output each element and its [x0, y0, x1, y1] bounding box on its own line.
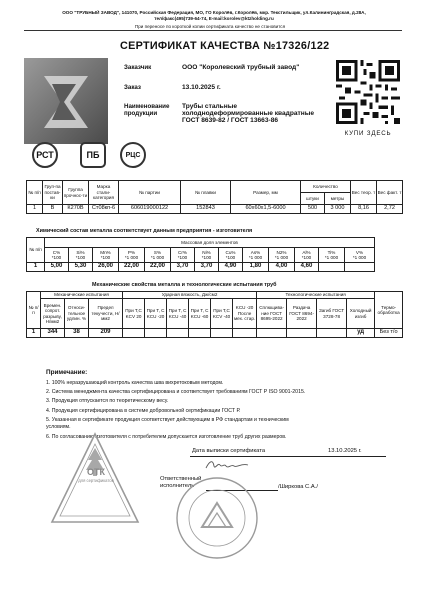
- col-pieces: штуки: [301, 193, 325, 205]
- issue-date-value: 13.10.2025 г.: [328, 448, 362, 454]
- chem-col-element: [145, 248, 171, 263]
- cell-steel: Ст08кп-6: [89, 205, 119, 214]
- chem-element-multiplier: *1 000: [352, 255, 367, 260]
- cell-pieces: 500: [301, 205, 325, 214]
- chem-element-multiplier: *1 000: [324, 255, 339, 260]
- chem-cell-value: 26,00: [93, 263, 119, 272]
- copy-disclaimer-line: При переносе по короткой копии сертификата качество не становится: [134, 24, 286, 29]
- chem-col-element: [69, 248, 93, 263]
- chem-cell-n: 1: [27, 263, 45, 272]
- cell-n: 1: [27, 205, 43, 214]
- impact-group-header: Ударная вязкость, Дж/см2: [123, 292, 257, 299]
- note-item: 5. Указанная в сертификате продукция соответствует действующим в РФ стандартам и техническим: [46, 417, 289, 423]
- chem-cell-value: 3,70: [171, 263, 195, 272]
- cell-size: 60х60х1,5-6000: [231, 205, 301, 214]
- issue-date-label: Дата выписки сертификата: [192, 448, 266, 454]
- product-value-line1: Трубы стальные: [182, 103, 238, 110]
- chem-cell-value: [319, 263, 345, 272]
- chem-mass-header: Массовая доля элементов: [45, 238, 375, 248]
- mech-col-kcv40: При Т,С KCV -40: [211, 299, 233, 329]
- chem-element-symbol: S%: [153, 249, 162, 255]
- cell-actual-weight: 2,72: [377, 205, 403, 214]
- chem-element-symbol: Al%: [302, 249, 311, 255]
- chem-element-symbol: Ni%: [202, 249, 211, 255]
- chem-element-symbol: Si%: [76, 249, 85, 255]
- chem-cell-value: 5,30: [69, 263, 93, 272]
- col-batch: № партии: [119, 181, 181, 205]
- header-divider: [24, 30, 402, 31]
- mech-cell-yield: 209: [89, 329, 123, 338]
- mech-table: [26, 291, 403, 338]
- mech-cell-elongation: 38: [65, 329, 89, 338]
- order-date-value: 13.10.2025 г.: [182, 84, 221, 91]
- mech-cell-kcu40: [167, 329, 189, 338]
- chem-element-multiplier: *100: [225, 255, 236, 260]
- chem-element-symbol: V%: [355, 249, 364, 255]
- product-value-line3: ГОСТ 8639-82 / ГОСТ 13663-86: [182, 117, 279, 124]
- chem-element-multiplier: *100: [100, 255, 111, 260]
- mech-cell-cold: уд: [347, 329, 375, 338]
- mech-cell-bend: [317, 329, 347, 338]
- qr-caption: КУПИ ЗДЕСЬ: [344, 130, 392, 137]
- chem-cell-value: 4,00: [269, 263, 295, 272]
- mech-col-heat-treat: Термо-обработка: [375, 292, 403, 329]
- company-logo-icon: [24, 58, 108, 144]
- note-item: 2. Система менеджмента качества сертифицирована и соответствует требованиям ГОСТ Р ISO 9001-2015.: [46, 389, 306, 395]
- mech-cell-expansion: [287, 329, 317, 338]
- col-meters: метры: [325, 193, 351, 205]
- mech-section-title: Механические свойства металла и технологические испытания труб: [92, 282, 277, 288]
- col-group: Груп-па постав-ки: [43, 181, 63, 205]
- rst-certification-icon: РСТ: [32, 142, 58, 168]
- col-product-group: Группа прочнос-ти: [63, 181, 89, 205]
- table-row: [27, 205, 403, 214]
- qr-code-icon[interactable]: [336, 58, 400, 126]
- chem-col-element: [45, 248, 69, 263]
- chem-col-element: [243, 248, 269, 263]
- customer-value: ООО "Королевский трубный завод": [182, 64, 300, 71]
- chem-cell-value: [345, 263, 375, 272]
- mech-cell-kcv40: [211, 329, 233, 338]
- chem-col-element: [93, 248, 119, 263]
- col-theor-weight: Вес теор. т: [351, 181, 377, 205]
- customer-label: Заказчик: [124, 64, 152, 71]
- col-steel: Марка стали-категория: [89, 181, 119, 205]
- mech-col-expansion: Раздача ГОСТ 8694-2022: [287, 299, 317, 329]
- product-table: [26, 180, 403, 214]
- chem-element-multiplier: *100: [75, 255, 86, 260]
- mech-col-bend: Загиб ГОСТ 3728-78: [317, 299, 347, 329]
- chem-cell-value: 4,90: [219, 263, 243, 272]
- chem-cell-value: 5,00: [45, 263, 69, 272]
- executor-name: /Ширкова С.А./: [278, 484, 318, 490]
- executor-label-line1: Ответственный: [160, 476, 202, 482]
- mech-cell-kcu20: [145, 329, 167, 338]
- chem-element-symbol: Ti%: [327, 249, 336, 255]
- chem-col-element: [269, 248, 295, 263]
- executor-label-line2: исполнитель: [160, 483, 195, 489]
- chem-col-element: [219, 248, 243, 263]
- chem-element-multiplier: *1 000: [274, 255, 289, 260]
- table-row: [27, 329, 403, 338]
- chem-element-symbol: P%: [127, 249, 136, 255]
- mech-col-kcu-after: KCU -20 После мех. стар.: [233, 299, 257, 329]
- mech-col-cold: Холодный изгиб: [347, 299, 375, 329]
- chem-col-element: [195, 248, 219, 263]
- chem-col-element: [119, 248, 145, 263]
- mech-col-elongation: Относи-тельное удлин. %: [65, 299, 89, 329]
- mech-cell-tensile: 344: [41, 329, 65, 338]
- chem-col-element: [345, 248, 375, 263]
- chem-section-title: Химический состав металла соответствует данным предприятия - изготовителя: [36, 228, 253, 234]
- otk-stamp-subtext: для сертификатов: [78, 478, 114, 483]
- note-item: условиям.: [46, 424, 71, 430]
- chem-cell-value: 22,00: [119, 263, 145, 272]
- mech-col-kcu20: При Т, С KCU -20: [145, 299, 167, 329]
- product-label-line2: продукции: [124, 110, 158, 117]
- chem-table: [26, 237, 375, 272]
- note-item: 1. 100% неразрушающий контроль качества шва вихретоковым методом.: [46, 380, 224, 386]
- mech-cell-kcu60: [189, 329, 211, 338]
- note-item: 4. Продукция сертифицирована в системе добровольной сертификации ГОСТ Р.: [46, 408, 241, 414]
- cell-heat: 152843: [181, 205, 231, 214]
- col-n: № п/п: [27, 181, 43, 205]
- chem-cell-value: 1,80: [243, 263, 269, 272]
- chem-element-multiplier: *100: [177, 255, 188, 260]
- mech-col-n: № п/п: [27, 292, 41, 329]
- mech-col-kcv20: При Т,С KCV 20: [123, 299, 145, 329]
- chem-cell-value: 3,70: [195, 263, 219, 272]
- chem-element-multiplier: *1 000: [124, 255, 139, 260]
- note-item: 6. По согласованию изготовителя с потребителем допускается изготовление труб других размеров.: [46, 434, 287, 440]
- company-round-stamp-icon: [174, 475, 260, 561]
- col-heat: № плавки: [181, 181, 231, 205]
- tech-group-header: Технологические испытания: [257, 292, 375, 299]
- mech-col-kcu40: При Т, С KCU -40: [167, 299, 189, 329]
- chem-element-symbol: Cr%: [178, 249, 187, 255]
- order-label: Заказ: [124, 84, 142, 91]
- mech-cell-heat-treat: Без т/о: [375, 329, 403, 338]
- cell-theor-weight: 8,16: [351, 205, 377, 214]
- cell-meters: 3 000: [325, 205, 351, 214]
- chem-col-n: № п/п: [27, 238, 45, 263]
- chem-element-symbol: Mn%: [100, 249, 111, 255]
- notes-title: Примечание:: [46, 369, 88, 376]
- mech-cell-kcu-after: [233, 329, 257, 338]
- mech-cell-n: 1: [27, 329, 41, 338]
- handwritten-signature-icon: [204, 456, 250, 474]
- company-contacts-line: тел/факс(495)739-64-74, E-mail:korolev@ktzholding.ru: [154, 16, 274, 21]
- otk-stamp-text: ОТК: [87, 467, 105, 477]
- mech-col-kcu60: При Т, С KCU -60: [189, 299, 211, 329]
- chem-element-symbol: As%: [250, 249, 261, 255]
- cell-product-group: К270В: [63, 205, 89, 214]
- chem-element-symbol: Cu%: [225, 249, 236, 255]
- chem-element-multiplier: *1 000: [150, 255, 165, 260]
- mech-group-header: Механические испытания: [41, 292, 123, 299]
- chem-col-element: [171, 248, 195, 263]
- chem-element-symbol: N2%: [276, 249, 287, 255]
- col-size: Размер, мм: [231, 181, 301, 205]
- rcs-certification-icon: РЦС: [120, 142, 146, 168]
- company-address-line: ООО "ТРУБНЫЙ ЗАВОД", 141070, Российская Федерация, МО, ГО Королёв, г.Королёв, мкр. Текстильщик, ул.Калининградская, д.28А,: [62, 10, 366, 15]
- mech-cell-kcv20: [123, 329, 145, 338]
- chem-col-element: [319, 248, 345, 263]
- chem-col-element: [295, 248, 319, 263]
- pb-certification-icon: ПБ: [80, 142, 106, 168]
- chem-element-multiplier: *100: [201, 255, 212, 260]
- chem-element-multiplier: *100: [301, 255, 312, 260]
- col-quantity: Количество: [301, 181, 351, 193]
- chem-element-multiplier: *1 000: [248, 255, 263, 260]
- cell-batch: 606019000122: [119, 205, 181, 214]
- mech-col-tensile: Времен. сопрот. разрыву, Н/мм2: [41, 299, 65, 329]
- chem-element-symbol: C%: [52, 249, 61, 255]
- mech-cell-flattening: [257, 329, 287, 338]
- cell-group: В: [43, 205, 63, 214]
- mech-col-flattening: Сплющива-ние ГОСТ 8695-2022: [257, 299, 287, 329]
- chem-element-header-row: [27, 248, 375, 263]
- col-actual-weight: Вес факт. т: [377, 181, 403, 205]
- note-item: 3. Продукция отпускается по теоретическому весу.: [46, 398, 169, 404]
- mech-col-yield: Предел текучести, Н/мм2: [89, 299, 123, 329]
- chem-element-multiplier: *100: [51, 255, 62, 260]
- product-label-line1: Наименование: [124, 103, 170, 110]
- chem-cell-value: 22,00: [145, 263, 171, 272]
- product-value-line2: холоднодеформированные квадратные: [182, 110, 315, 117]
- certificate-title: СЕРТИФИКАТ КАЧЕСТВА №17326/122: [120, 40, 330, 52]
- table-row: [27, 263, 375, 272]
- chem-cell-value: 4,60: [295, 263, 319, 272]
